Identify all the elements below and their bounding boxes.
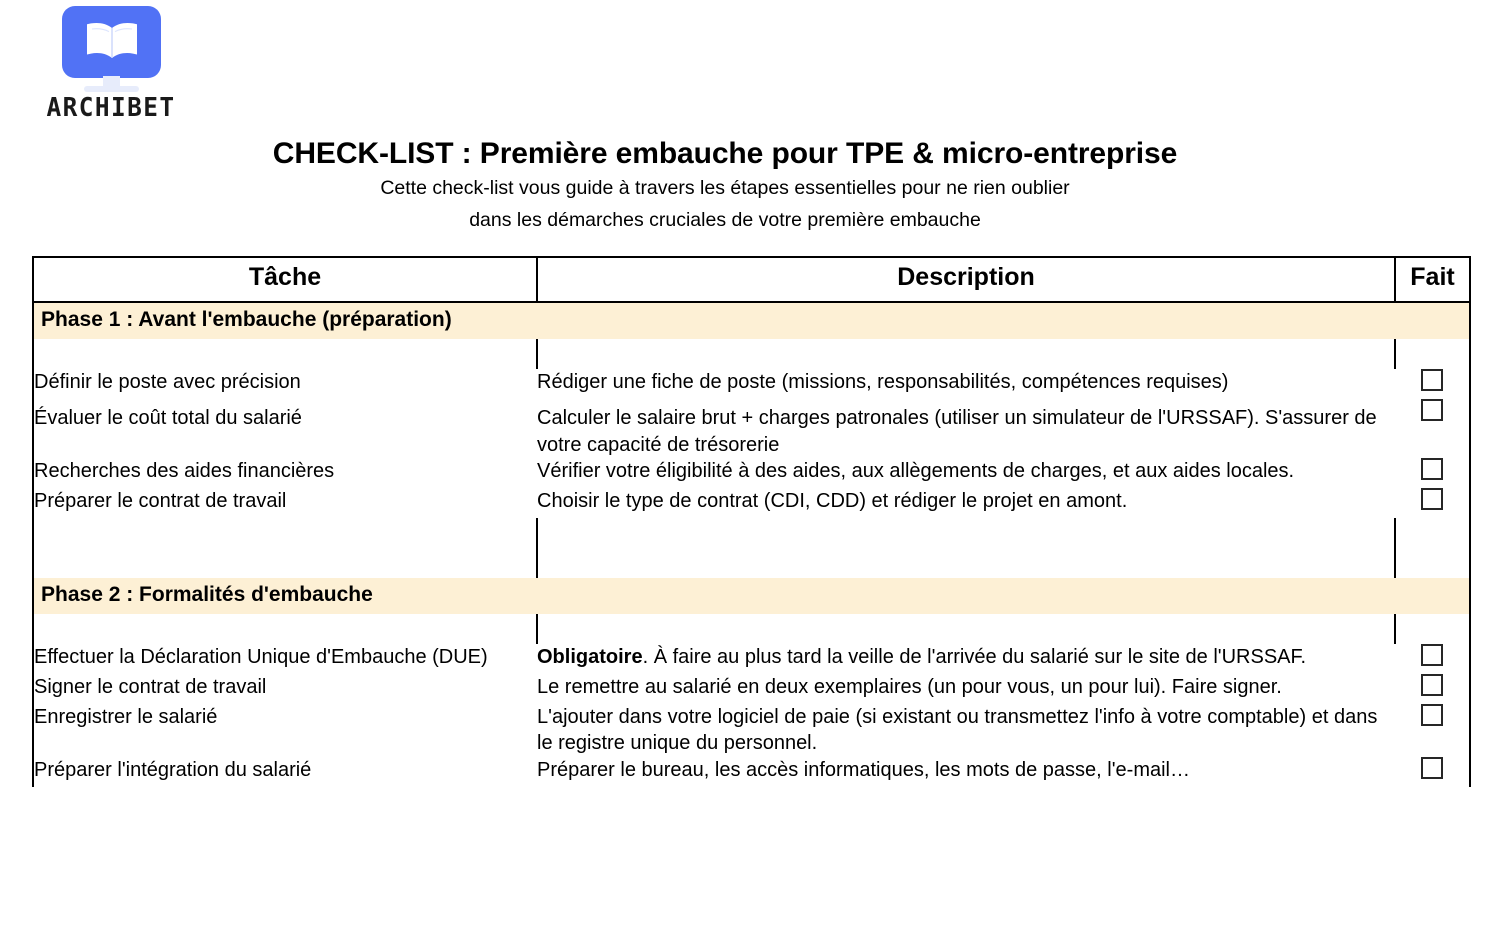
checklist-table-wrapper: [32, 256, 1469, 787]
done-cell[interactable]: [1395, 369, 1470, 399]
spacer-cell-task: [33, 548, 537, 578]
spacer-cell-desc: [537, 548, 1395, 578]
description-text: [537, 704, 1395, 758]
checkbox-icon[interactable]: [1421, 369, 1443, 391]
description-text: [537, 757, 1395, 787]
task-text: Préparer le contrat de travail: [34, 490, 287, 513]
checkbox-icon[interactable]: [1421, 458, 1443, 480]
monitor-stand-base: [84, 86, 139, 92]
spacer-row: [33, 339, 1470, 369]
checkbox-icon[interactable]: [1421, 644, 1443, 666]
open-book-icon: [81, 20, 143, 64]
checkbox-icon[interactable]: [1421, 488, 1443, 510]
table-row: [33, 369, 1470, 399]
page-subtitle-line-1: Cette check-list vous guide à travers les étapes essentielles pour ne rien oublier: [380, 177, 1070, 200]
table-row: [33, 458, 1470, 488]
table-row: [33, 399, 1470, 459]
brand-logo: [36, 2, 186, 121]
page-subtitle-line-2: dans les démarches cruciales de votre première embauche: [469, 209, 981, 232]
brand-wordmark: ARCHIBET: [46, 93, 176, 123]
task-text: Préparer l'intégration du salarié: [34, 759, 312, 782]
spacer-row: [33, 548, 1470, 578]
task-text: Évaluer le coût total du salarié: [34, 406, 302, 429]
done-cell[interactable]: [1395, 458, 1470, 488]
description-body: Préparer le bureau, les accès informatiques, les mots de passe, l'e-mail…: [537, 759, 1190, 782]
description-body: L'ajouter dans votre logiciel de paie (si existant ou transmettez l'info à votre comptable) et dans le registre unique du personnel.: [537, 705, 1378, 755]
table-body: [33, 302, 1470, 787]
spacer-cell-done: [1395, 614, 1470, 644]
spacer-cell-desc: [537, 518, 1395, 548]
task-text: Recherches des aides financières: [34, 460, 335, 483]
spacer-cell-desc: [537, 339, 1395, 369]
phase-section-header: [33, 578, 1470, 614]
table-row: [33, 674, 1470, 704]
task-text: Définir le poste avec précision: [34, 371, 301, 393]
checkbox-icon[interactable]: [1421, 704, 1443, 726]
column-header-task: Tâche: [33, 257, 537, 302]
checkbox-icon[interactable]: [1421, 399, 1443, 421]
description-text: [537, 488, 1395, 518]
document-heading: [0, 136, 1450, 235]
description-body: Vérifier votre éligibilité à des aides, aux allègements de charges, et aux aides locales.: [537, 460, 1295, 483]
description-body: Rédiger une fiche de poste (missions, responsabilités, compétences requises): [537, 371, 1229, 393]
description-text: [537, 674, 1395, 704]
done-cell[interactable]: [1395, 757, 1470, 787]
spacer-row: [33, 518, 1470, 548]
open-book-monitor-icon: [36, 2, 186, 94]
table-header: [33, 257, 1470, 302]
header-row: [33, 257, 1470, 302]
description-body: Calculer le salaire brut + charges patronales (utiliser un simulateur de l'URSSAF). S'assurer de votre capacité de trésorerie: [537, 406, 1377, 456]
done-cell[interactable]: [1395, 644, 1470, 674]
description-text: [537, 399, 1395, 459]
column-header-done: Fait: [1395, 257, 1470, 302]
table-row: [33, 488, 1470, 518]
description-body: Le remettre au salarié en deux exemplaires (un pour vous, un pour lui). Faire signer.: [537, 675, 1282, 698]
table-row: [33, 757, 1470, 787]
spacer-cell-desc: [537, 614, 1395, 644]
spacer-cell-task: [33, 518, 537, 548]
done-cell[interactable]: [1395, 704, 1470, 758]
spacer-cell-task: [33, 339, 537, 369]
done-cell[interactable]: [1395, 399, 1470, 459]
checklist-table: [32, 256, 1471, 787]
description-body: . À faire au plus tard la veille de l'arrivée du salarié sur le site de l'URSSAF.: [642, 645, 1307, 668]
spacer-cell-done: [1395, 339, 1470, 369]
spacer-cell-done: [1395, 518, 1470, 548]
phase-section-header: [33, 302, 1470, 339]
spacer-cell-done: [1395, 548, 1470, 578]
done-cell[interactable]: [1395, 674, 1470, 704]
task-text: Signer le contrat de travail: [34, 675, 267, 698]
table-row: [33, 704, 1470, 758]
task-text: Enregistrer le salarié: [34, 705, 218, 728]
column-header-description: Description: [537, 257, 1395, 302]
checkbox-icon[interactable]: [1421, 757, 1443, 779]
checkbox-icon[interactable]: [1421, 674, 1443, 696]
done-cell[interactable]: [1395, 488, 1470, 518]
phase-label: Phase 1 : Avant l'embauche (préparation): [33, 302, 1470, 339]
description-body: Choisir le type de contrat (CDI, CDD) et rédiger le projet en amont.: [537, 490, 1128, 513]
table-row: [33, 644, 1470, 674]
phase-label: Phase 2 : Formalités d'embauche: [33, 578, 1470, 614]
spacer-cell-task: [33, 614, 537, 644]
description-text: [537, 369, 1395, 399]
task-text: Effectuer la Déclaration Unique d'Embauche (DUE): [34, 645, 488, 668]
page-title: CHECK-LIST : Première embauche pour TPE & micro-entreprise: [272, 137, 1178, 170]
description-emphasis: Obligatoire: [537, 645, 643, 668]
spacer-row: [33, 614, 1470, 644]
description-text: [537, 644, 1395, 674]
description-text: [537, 458, 1395, 488]
